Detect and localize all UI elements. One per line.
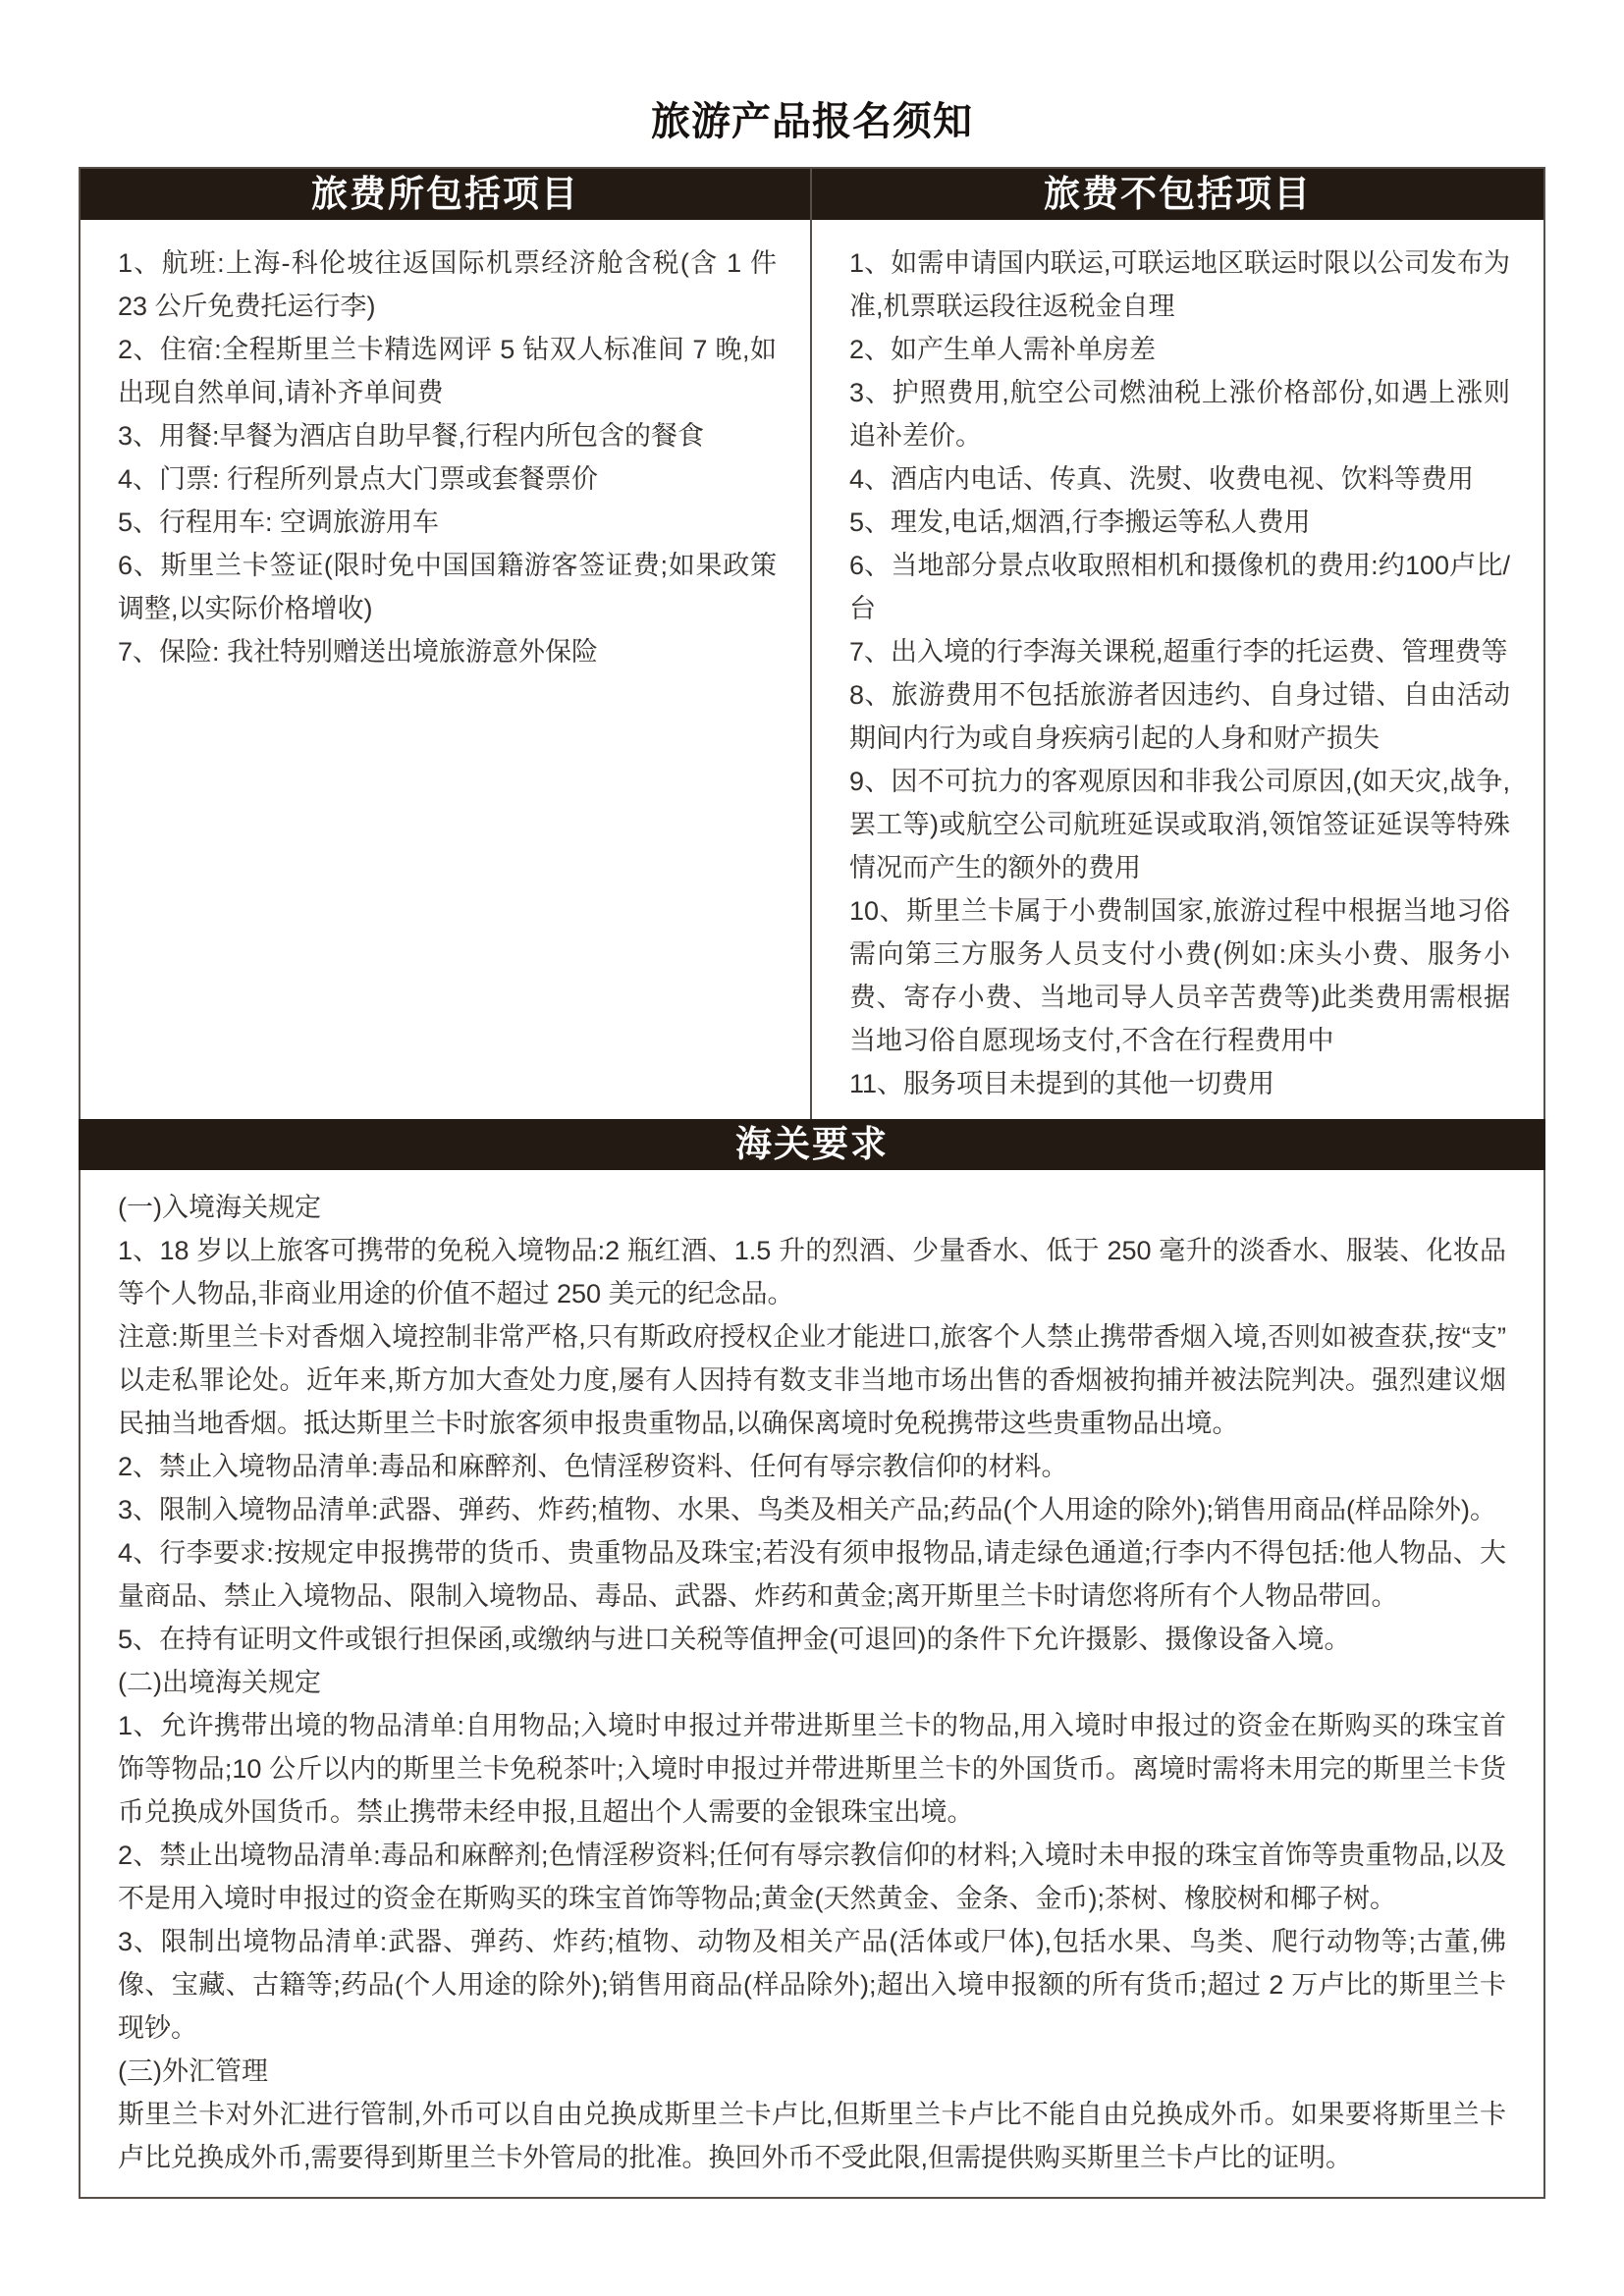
fee-excluded-column <box>812 169 1543 1119</box>
excluded-item: 6、当地部分景点收取照相机和摄像机的费用:约100卢比/台 <box>849 551 1510 623</box>
included-item: 7、保险: 我社特别赠送出境旅游意外保险 <box>118 637 599 667</box>
included-item: 6、斯里兰卡签证(限时免中国国籍游客签证费;如果政策调整,以实际价格增收) <box>118 551 777 623</box>
included-item: 1、航班:上海-科伦坡往返国际机票经济舱含税(含 1 件 23 公斤免费托运行李) <box>118 248 777 321</box>
fee-included-header: 旅费所包括项目 <box>81 169 810 220</box>
customs-paragraph: 3、限制出境物品清单:武器、弹药、炸药;植物、动物及相关产品(活体或尸体),包括水果、鸟类、爬行动物等;古董,佛像、宝藏、古籍等;药品(个人用途的除外);销售用商品(样品除外);超出入境申报额的所有货币;超过 2 万卢比的斯里兰卡现钞。 <box>118 1927 1506 2043</box>
excluded-item: 1、如需申请国内联运,可联运地区联运时限以公司发布为准,机票联运段往返税金自理 <box>849 248 1510 321</box>
fee-excluded-body <box>812 220 1543 1119</box>
fee-included-body <box>81 220 810 1119</box>
excluded-item: 10、斯里兰卡属于小费制国家,旅游过程中根据当地习俗需向第三方服务人员支付小费(例如:床头小费、服务小费、寄存小费、当地司导人员辛苦费等)此类费用需根据当地习俗自愿现场支付,不含在行程费用中 <box>849 896 1510 1055</box>
customs-paragraph: 1、18 岁以上旅客可携带的免税入境物品:2 瓶红酒、1.5 升的烈酒、少量香水、低于 250 毫升的淡香水、服装、化妆品等个人物品,非商业用途的价值不超过 250 美元的纪念品。 <box>118 1236 1506 1308</box>
customs-paragraph: (二)出境海关规定 <box>118 1668 321 1697</box>
excluded-item: 11、服务项目未提到的其他一切费用 <box>849 1069 1275 1098</box>
customs-paragraph: 3、限制入境物品清单:武器、弹药、炸药;植物、水果、鸟类及相关产品;药品(个人用途的除外);销售用商品(样品除外)。 <box>118 1495 1496 1524</box>
fee-table <box>79 167 1545 1119</box>
customs-paragraph: 4、行李要求:按规定申报携带的货币、贵重物品及珠宝;若没有须申报物品,请走绿色通道;行李内不得包括:他人物品、大量商品、禁止入境物品、限制入境物品、毒品、武器、炸药和黄金;离开斯里兰卡时请您将所有个人物品带回。 <box>118 1538 1506 1611</box>
customs-paragraph: 5、在持有证明文件或银行担保函,或缴纳与进口关税等值押金(可退回)的条件下允许摄影、摄像设备入境。 <box>118 1625 1351 1654</box>
excluded-item: 3、护照费用,航空公司燃油税上涨价格部份,如遇上涨则追补差价。 <box>849 378 1510 451</box>
customs-paragraph: (一)入境海关规定 <box>118 1193 321 1222</box>
customs-paragraph: 注意:斯里兰卡对香烟入境控制非常严格,只有斯政府授权企业才能进口,旅客个人禁止携带香烟入境,否则如被查获,按“支”以走私罪论处。近年来,斯方加大查处力度,屡有人因持有数支非当地市场出售的香烟被拘捕并被法院判决。强烈建议烟民抽当地香烟。抵达斯里兰卡时旅客须申报贵重物品,以确保离境时免税携带这些贵重物品出境。 <box>118 1322 1506 1438</box>
included-item: 2、住宿:全程斯里兰卡精选网评 5 钻双人标准间 7 晚,如出现自然单间,请补齐单间费 <box>118 335 777 407</box>
customs-paragraph: (三)外汇管理 <box>118 2056 268 2086</box>
included-item: 5、行程用车: 空调旅游用车 <box>118 507 440 537</box>
included-item: 4、门票: 行程所列景点大门票或套餐票价 <box>118 464 599 494</box>
customs-paragraph: 斯里兰卡对外汇进行管制,外币可以自由兑换成斯里兰卡卢比,但斯里兰卡卢比不能自由兑换成外币。如果要将斯里兰卡卢比兑换成外币,需要得到斯里兰卡外管局的批准。换回外币不受此限,但需提供购买斯里兰卡卢比的证明。 <box>118 2100 1506 2172</box>
excluded-item: 8、旅游费用不包括旅游者因违约、自身过错、自由活动期间内行为或自身疾病引起的人身和财产损失 <box>849 680 1510 753</box>
page-title: 旅游产品报名须知 <box>651 100 973 143</box>
customs-section-header: 海关要求 <box>79 1119 1545 1170</box>
included-item: 3、用餐:早餐为酒店自助早餐,行程内所包含的餐食 <box>118 421 705 451</box>
customs-paragraph: 2、禁止出境物品清单:毒品和麻醉剂;色情淫秽资料;任何有辱宗教信仰的材料;入境时未申报的珠宝首饰等贵重物品,以及不是用入境时申报过的资金在斯购买的珠宝首饰等物品;黄金(天然黄金、金条、金币);茶树、橡胶树和椰子树。 <box>118 1841 1506 1913</box>
excluded-item: 9、因不可抗力的客观原因和非我公司原因,(如天灾,战争,罢工等)或航空公司航班延误或取消,领馆签证延误等特殊情况而产生的额外的费用 <box>849 767 1510 882</box>
fee-excluded-header: 旅费不包括项目 <box>812 169 1543 220</box>
excluded-item: 7、出入境的行李海关课税,超重行李的托运费、管理费等 <box>849 637 1508 667</box>
fee-included-column <box>81 169 812 1119</box>
customs-section-body <box>79 1170 1545 2199</box>
excluded-item: 5、理发,电话,烟酒,行李搬运等私人费用 <box>849 507 1311 537</box>
customs-paragraph: 2、禁止入境物品清单:毒品和麻醉剂、色情淫秽资料、任何有辱宗教信仰的材料。 <box>118 1452 1068 1481</box>
excluded-item: 2、如产生单人需补单房差 <box>849 335 1157 364</box>
customs-paragraph: 1、允许携带出境的物品清单:自用物品;入境时申报过并带进斯里兰卡的物品,用入境时申报过的资金在斯购买的珠宝首饰等物品;10 公斤以内的斯里兰卡免税茶叶;入境时申报过并带进斯里兰卡的外国货币。离境时需将未用完的斯里兰卡货币兑换成外国货币。禁止携带未经申报,且超出个人需要的金银珠宝出境。 <box>118 1711 1506 1827</box>
excluded-item: 4、酒店内电话、传真、洗熨、收费电视、饮料等费用 <box>849 464 1475 494</box>
